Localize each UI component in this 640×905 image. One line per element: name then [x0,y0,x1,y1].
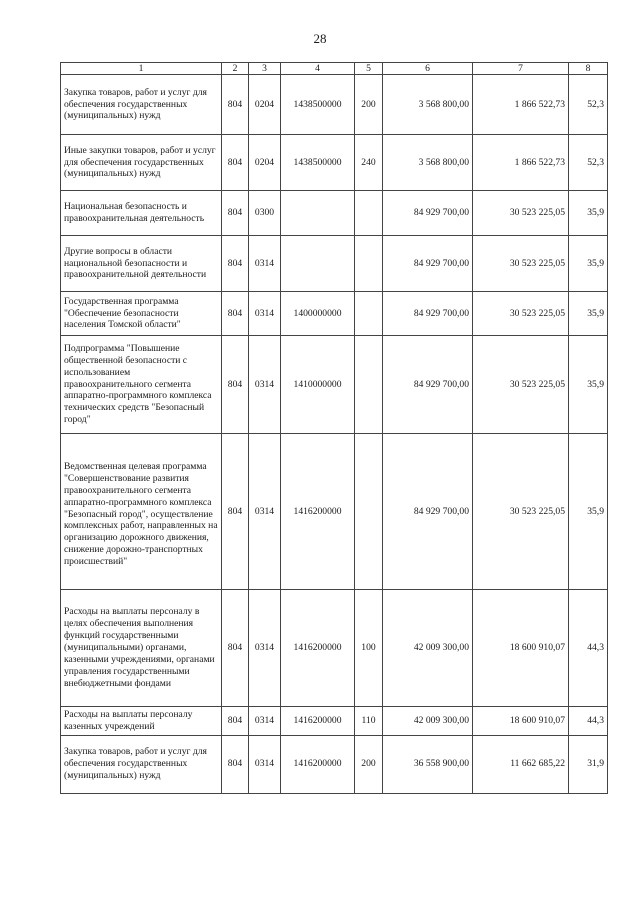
row-col-7: 30 523 225,05 [473,292,569,336]
row-col-8: 35,9 [569,336,608,434]
row-col-8: 52,3 [569,75,608,135]
header-col-2: 2 [222,63,249,75]
row-col-7: 18 600 910,07 [473,590,569,707]
row-col-2: 804 [222,336,249,434]
row-name: Государственная программа "Обеспечение безопасности населения Томской области" [61,292,222,336]
row-col-4 [281,191,355,236]
table-row [61,707,608,736]
row-name: Расходы на выплаты персоналу казенных учреждений [61,707,222,736]
header-col-7: 7 [473,63,569,75]
header-col-1: 1 [61,63,222,75]
row-col-8: 35,9 [569,434,608,590]
row-col-3: 0314 [249,434,281,590]
budget-table [60,62,608,794]
page-number: 28 [313,31,327,46]
row-col-5: 200 [355,735,383,793]
row-col-4: 1416200000 [281,735,355,793]
row-col-5 [355,336,383,434]
row-col-4: 1410000000 [281,336,355,434]
row-col-2: 804 [222,292,249,336]
row-col-5: 110 [355,707,383,736]
row-col-6: 84 929 700,00 [383,292,473,336]
row-col-4: 1438500000 [281,75,355,135]
row-col-6: 42 009 300,00 [383,707,473,736]
table-row [61,590,608,707]
row-col-7: 30 523 225,05 [473,236,569,292]
row-name: Закупка товаров, работ и услуг для обеспечения государственных (муниципальных) нужд [61,75,222,135]
row-col-7: 30 523 225,05 [473,191,569,236]
row-col-3: 0314 [249,336,281,434]
table-row [61,336,608,434]
row-name: Закупка товаров, работ и услуг для обеспечения государственных (муниципальных) нужд [61,735,222,793]
row-col-7: 1 866 522,73 [473,135,569,191]
header-col-3: 3 [249,63,281,75]
row-col-6: 36 558 900,00 [383,735,473,793]
row-col-3: 0314 [249,236,281,292]
row-col-2: 804 [222,590,249,707]
row-col-8: 31,9 [569,735,608,793]
row-col-6: 84 929 700,00 [383,336,473,434]
row-col-4: 1416200000 [281,434,355,590]
row-col-6: 84 929 700,00 [383,434,473,590]
row-name: Национальная безопасность и правоохранительная деятельность [61,191,222,236]
row-col-2: 804 [222,236,249,292]
row-col-4: 1438500000 [281,135,355,191]
row-col-8: 44,3 [569,707,608,736]
table-row [61,191,608,236]
row-col-5: 240 [355,135,383,191]
header-col-4: 4 [281,63,355,75]
row-col-2: 804 [222,191,249,236]
row-col-6: 84 929 700,00 [383,191,473,236]
header-row [61,63,608,75]
table-row [61,292,608,336]
row-col-6: 84 929 700,00 [383,236,473,292]
row-col-8: 35,9 [569,191,608,236]
row-col-3: 0314 [249,735,281,793]
row-col-8: 35,9 [569,292,608,336]
row-col-2: 804 [222,707,249,736]
row-col-8: 52,3 [569,135,608,191]
row-col-3: 0314 [249,292,281,336]
row-col-6: 42 009 300,00 [383,590,473,707]
row-col-4 [281,236,355,292]
row-name: Расходы на выплаты персоналу в целях обеспечения выполнения функций государственными (муниципальными) органами, казенными учреждениями, органами управления государственными внебюджетными фондами [61,590,222,707]
row-col-7: 1 866 522,73 [473,75,569,135]
row-col-3: 0314 [249,707,281,736]
row-col-5 [355,236,383,292]
row-name: Иные закупки товаров, работ и услуг для обеспечения государственных (муниципальных) нужд [61,135,222,191]
row-col-4: 1416200000 [281,590,355,707]
row-name: Другие вопросы в области национальной безопасности и правоохранительной деятельности [61,236,222,292]
header-col-8: 8 [569,63,608,75]
header-col-5: 5 [355,63,383,75]
row-col-4: 1416200000 [281,707,355,736]
table-row [61,135,608,191]
row-col-7: 30 523 225,05 [473,434,569,590]
row-col-7: 11 662 685,22 [473,735,569,793]
row-col-2: 804 [222,434,249,590]
row-col-8: 35,9 [569,236,608,292]
row-col-3: 0300 [249,191,281,236]
row-col-5: 200 [355,75,383,135]
row-col-5: 100 [355,590,383,707]
row-col-3: 0204 [249,75,281,135]
row-col-3: 0314 [249,590,281,707]
row-col-5 [355,292,383,336]
row-col-7: 30 523 225,05 [473,336,569,434]
row-col-8: 44,3 [569,590,608,707]
row-col-4: 1400000000 [281,292,355,336]
row-col-6: 3 568 800,00 [383,135,473,191]
row-name: Подпрограмма "Повышение общественной безопасности с использованием правоохранительного сегмента аппаратно-программного комплекса технических средств "Безопасный город" [61,336,222,434]
row-col-3: 0204 [249,135,281,191]
header-col-6: 6 [383,63,473,75]
row-col-5 [355,191,383,236]
row-col-2: 804 [222,135,249,191]
row-col-2: 804 [222,735,249,793]
table-row [61,735,608,793]
row-col-7: 18 600 910,07 [473,707,569,736]
row-col-6: 3 568 800,00 [383,75,473,135]
table-row [61,434,608,590]
row-col-5 [355,434,383,590]
table-row [61,75,608,135]
table-row [61,236,608,292]
row-name: Ведомственная целевая программа "Совершенствование развития правоохранительного сегмента аппаратно-программного комплекса "Безопасный город", осуществление комплексных работ, направленных на организацию дорожного движения, снижение дорожно-транспортных происшествий" [61,434,222,590]
row-col-2: 804 [222,75,249,135]
